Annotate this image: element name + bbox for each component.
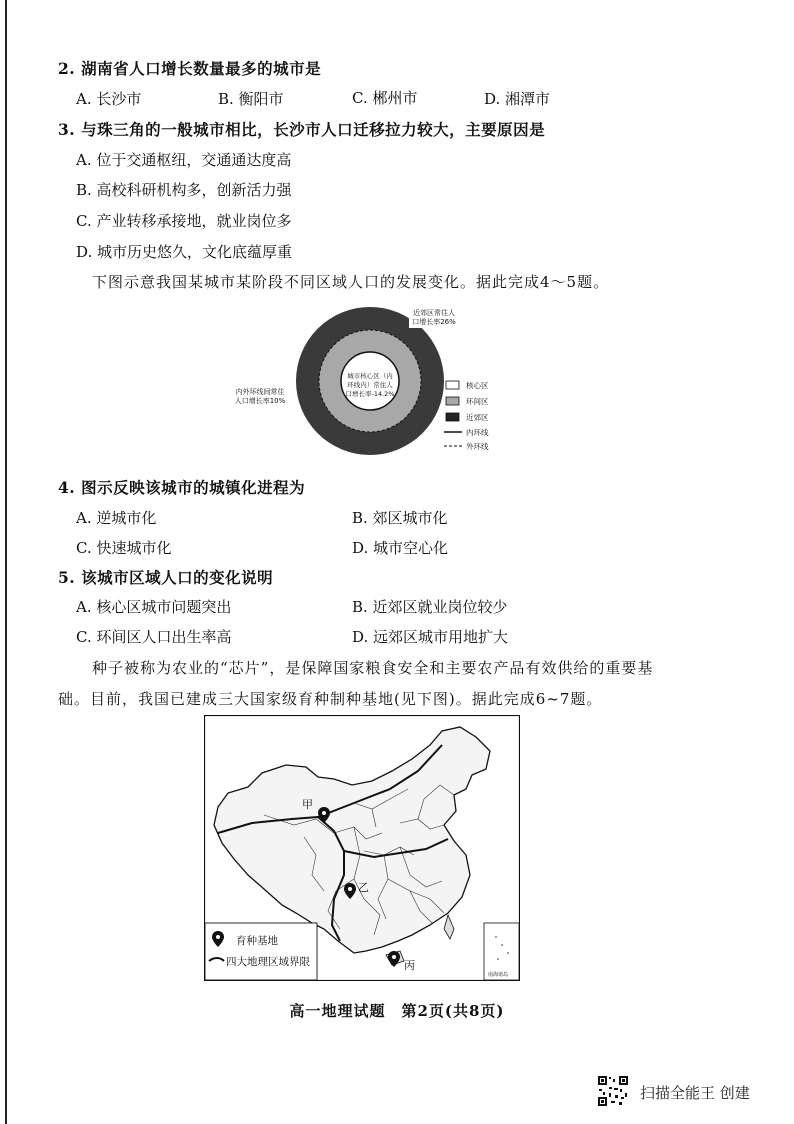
inset-label: 南海诸岛 [488, 972, 509, 978]
question-2-option-b: B. 衡阳市 [218, 90, 284, 108]
outer-label-line-1: 近郊区常住人 [413, 309, 455, 317]
map-label-bing: 丙 [404, 959, 415, 972]
legend-core-label: 核心区 [466, 381, 489, 390]
core-label-line-1: 城市核心区（内 [347, 372, 393, 380]
intro-questions-4-5: 下图示意我国某城市某阶段不同区域人口的发展变化。据此完成4～5题。 [92, 273, 610, 291]
map-label-yi: 乙 [358, 881, 369, 894]
population-ring-figure [226, 298, 526, 460]
page-footer: 高一地理试题 第2页(共8页) [289, 1002, 505, 1020]
legend-outer-label: 近郊区 [466, 413, 489, 422]
legend-middle-swatch [446, 397, 459, 405]
page-left-rule [5, 0, 7, 1124]
question-5-stem: 5. 该城市区域人口的变化说明 [58, 568, 274, 587]
question-3-stem: 3. 与珠三角的一般城市相比，长沙市人口迁移拉力较大，主要原因是 [58, 120, 546, 139]
legend-outer-ring-label: 外环线 [466, 442, 489, 451]
question-2-option-a: A. 长沙市 [76, 90, 142, 108]
legend-boundary-label: 四大地理区域界限 [226, 956, 310, 968]
question-4-option-d: D. 城市空心化 [352, 539, 449, 557]
question-4-stem: 4. 图示反映该城市的城镇化进程为 [58, 478, 306, 497]
legend-outer-swatch [446, 413, 459, 421]
core-label-line-2: 环线内）常住人 [347, 381, 393, 389]
question-3-option-a: A. 位于交通枢纽，交通通达度高 [76, 151, 292, 169]
middle-label-line-1: 内外环线间常住 [235, 388, 285, 396]
question-5-option-b: B. 近郊区就业岗位较少 [352, 598, 508, 616]
outer-label-line-2: 口增长率26% [412, 318, 456, 326]
question-4-option-c: C. 快速城市化 [76, 539, 172, 557]
question-3-option-c: C. 产业转移承接地，就业岗位多 [76, 212, 292, 230]
legend-base-marker-dot [216, 935, 220, 939]
camscanner-watermark: 扫描全能王 创建 [640, 1084, 750, 1102]
legend-middle-label: 环间区 [466, 397, 489, 406]
legend-core-swatch [446, 381, 459, 389]
question-4-option-a: A. 逆城市化 [76, 509, 157, 527]
question-3-option-b: B. 高校科研机构多，创新活力强 [76, 181, 292, 199]
intro-questions-6-7-line-2: 础。目前，我国已建成三大国家级育种制种基地(见下图)。据此完成6~7题。 [58, 690, 603, 708]
map-label-jia: 甲 [302, 798, 313, 811]
qr-code-icon [597, 1075, 629, 1107]
base-marker-bing-dot [392, 955, 396, 959]
map-legend-box [205, 923, 317, 980]
middle-label-line-2: 人口增长率10% [234, 397, 286, 405]
base-marker-yi-dot [348, 887, 352, 891]
question-2-option-d: D. 湘潭市 [484, 90, 551, 108]
question-5-option-d: D. 远郊区城市用地扩大 [352, 628, 509, 646]
legend-base-label: 育种基地 [236, 935, 278, 947]
question-5-option-a: A. 核心区城市问题突出 [76, 598, 232, 616]
question-5-option-c: C. 环间区人口出生率高 [76, 628, 232, 646]
intro-questions-6-7-line-1: 种子被称为农业的“芯片”，是保障国家粮食安全和主要农产品有效供给的重要基 [92, 659, 654, 677]
question-3-option-d: D. 城市历史悠久，文化底蕴厚重 [76, 243, 293, 261]
core-label-line-3: 口增长率-14.2% [345, 390, 395, 398]
question-2-option-c: C. 郴州市 [352, 89, 418, 107]
base-marker-jia-dot [322, 811, 326, 815]
china-breeding-base-map [204, 715, 520, 981]
legend-inner-ring-label: 内环线 [466, 428, 489, 437]
question-2-stem: 2. 湖南省人口增长数量最多的城市是 [58, 59, 322, 78]
question-4-option-b: B. 郊区城市化 [352, 509, 448, 527]
